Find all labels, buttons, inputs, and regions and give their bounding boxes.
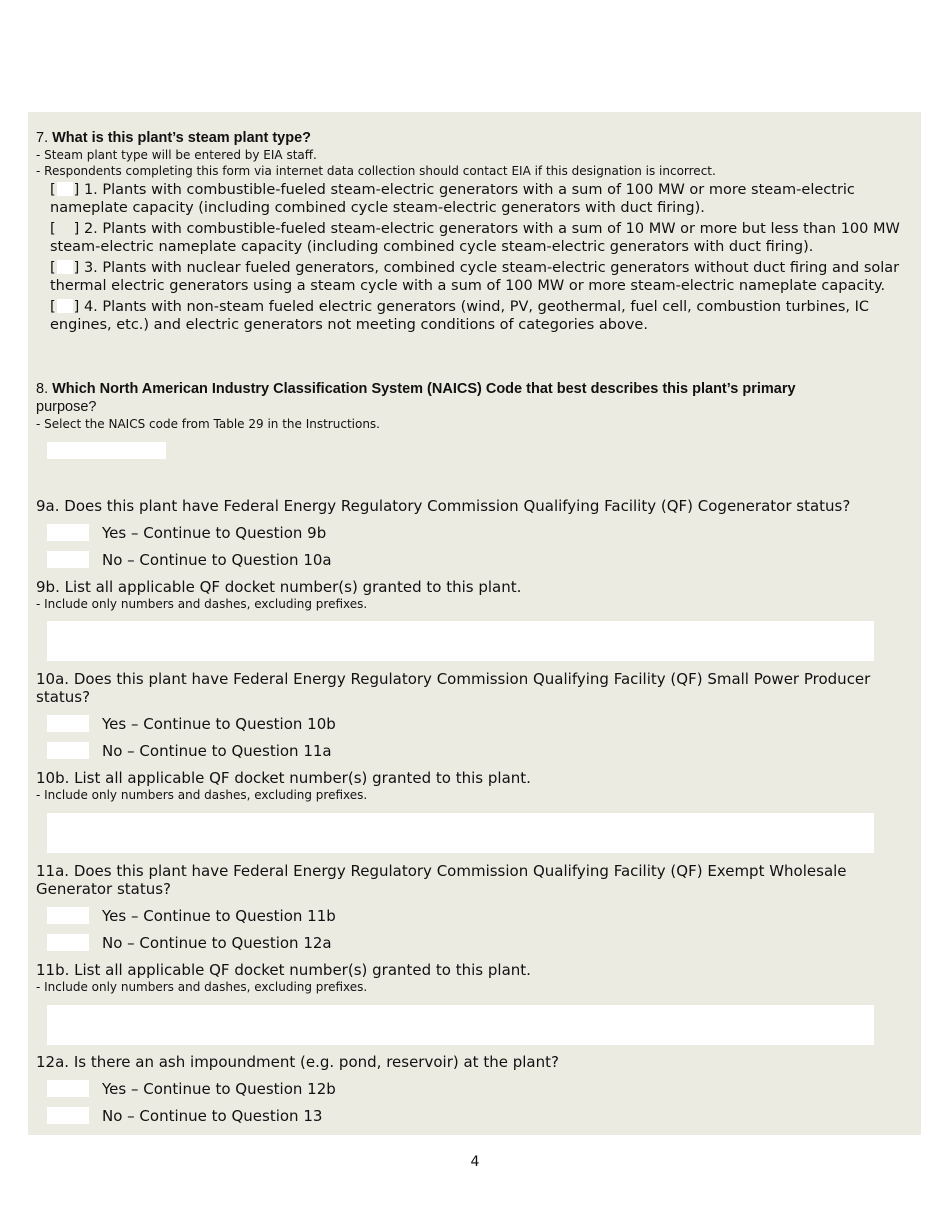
q10a-no-label: No – Continue to Question 11a xyxy=(102,742,332,760)
q8-number: 8. xyxy=(36,381,49,397)
q7-number: 7. xyxy=(36,130,49,146)
q7-option-2-checkbox[interactable] xyxy=(57,221,73,235)
q9b-docket-input[interactable] xyxy=(47,621,874,661)
q7-note-1: - Steam plant type will be entered by EIA staff. xyxy=(36,148,317,162)
q8-title: Which North American Industry Classification System (NAICS) Code that best describes this plant’s primary xyxy=(52,381,796,397)
q10a-yes-checkbox[interactable] xyxy=(47,715,89,732)
q7-option-1: [ ] 1. Plants with combustible-fueled steam-electric generators with a sum of 100 MW or more steam-electric nameplate capacity (including combined cycle steam-electric generators with duct firing). xyxy=(50,182,855,216)
naics-code-input[interactable] xyxy=(47,442,166,459)
q11a-yes-checkbox[interactable] xyxy=(47,907,89,924)
q11a-title: 11a. Does this plant have Federal Energy Regulatory Commission Qualifying Facility (QF) Exempt Wholesale Generator status? xyxy=(36,862,847,898)
q7-option-4-checkbox[interactable] xyxy=(57,299,73,313)
q7-heading xyxy=(36,129,914,179)
q7-option-3-label: 3. Plants with nuclear fueled generators, combined cycle steam-electric generators without duct firing and solar thermal electric generators using a steam cycle with a sum of 100 MW or more steam-electric nameplate capacity. xyxy=(50,260,900,294)
q7-option-4-label: 4. Plants with non-steam fueled electric generators (wind, PV, geothermal, fuel cell, combustion turbines, IC engines, etc.) and electric generators not meeting conditions of categories above. xyxy=(50,299,870,333)
q11b-docket-input[interactable] xyxy=(47,1005,874,1045)
q12a-no-label: No – Continue to Question 13 xyxy=(102,1107,323,1125)
q12a-no-checkbox[interactable] xyxy=(47,1107,89,1124)
q10b-note: - Include only numbers and dashes, excluding prefixes. xyxy=(36,788,368,802)
q9a-yes-label: Yes – Continue to Question 9b xyxy=(102,524,327,542)
q10b-title: 10b. List all applicable QF docket number(s) granted to this plant. xyxy=(36,769,531,787)
q12a-yes-checkbox[interactable] xyxy=(47,1080,89,1097)
q7-option-3: [ ] 3. Plants with nuclear fueled generators, combined cycle steam-electric generators without duct firing and solar thermal electric generators using a steam cycle with a sum of 100 MW or more steam-electric nameplate capacity. xyxy=(50,260,900,294)
q10a-no-checkbox[interactable] xyxy=(47,742,89,759)
q7-option-2: [ ] 2. Plants with combustible-fueled steam-electric generators with a sum of 10 MW or more but less than 100 MW steam-electric nameplate capacity (including combined cycle steam-electric generators with duct firing). xyxy=(50,221,900,255)
q9b-title: 9b. List all applicable QF docket number(s) granted to this plant. xyxy=(36,578,522,596)
q9a-title: 9a. Does this plant have Federal Energy Regulatory Commission Qualifying Facility (QF) Cogenerator status? xyxy=(36,497,851,515)
q12a-title: 12a. Is there an ash impoundment (e.g. pond, reservoir) at the plant? xyxy=(36,1053,559,1071)
q7-option-1-checkbox[interactable] xyxy=(57,182,73,196)
q7-title-line xyxy=(36,129,914,147)
q11a-no-checkbox[interactable] xyxy=(47,934,89,951)
q11a-no-label: No – Continue to Question 12a xyxy=(102,934,332,952)
q7-option-1-label: 1. Plants with combustible-fueled steam-electric generators with a sum of 100 MW or more steam-electric nameplate capacity (including combined cycle steam-electric generators with duct firing). xyxy=(50,182,855,216)
q9a-no-label: No – Continue to Question 10a xyxy=(102,551,332,569)
q7-option-3-checkbox[interactable] xyxy=(57,260,73,274)
q10b-docket-input[interactable] xyxy=(47,813,874,853)
q11b-note: - Include only numbers and dashes, excluding prefixes. xyxy=(36,980,368,994)
q10a-title: 10a. Does this plant have Federal Energy Regulatory Commission Qualifying Facility (QF) Small Power Producer status? xyxy=(36,670,871,706)
q7-note-2: - Respondents completing this form via internet data collection should contact EIA if this designation is incorrect. xyxy=(36,164,716,178)
q9a-no-checkbox[interactable] xyxy=(47,551,89,568)
q11a-yes-label: Yes – Continue to Question 11b xyxy=(102,907,336,925)
q7-title: What is this plant’s steam plant type? xyxy=(52,130,312,146)
q7-option-4: [ ] 4. Plants with non-steam fueled electric generators (wind, PV, geothermal, fuel cell, combustion turbines, IC engines, etc.) and electric generators not meeting conditions of categories above. xyxy=(50,299,870,333)
q10a-yes-label: Yes – Continue to Question 10b xyxy=(102,715,336,733)
q9b-note: - Include only numbers and dashes, excluding prefixes. xyxy=(36,597,368,611)
q12a-yes-label: Yes – Continue to Question 12b xyxy=(102,1080,336,1098)
q11b-heading xyxy=(36,961,914,995)
q9a-yes-checkbox[interactable] xyxy=(47,524,89,541)
q8-title-line xyxy=(36,380,914,398)
page-number: 4 xyxy=(470,1154,480,1170)
q8-note: - Select the NAICS code from Table 29 in the Instructions. xyxy=(36,417,380,431)
q7-option-2-label: 2. Plants with combustible-fueled steam-electric generators with a sum of 10 MW or more but less than 100 MW steam-electric nameplate capacity (including combined cycle steam-electric generators with duct firing). xyxy=(50,221,900,255)
q9b-heading xyxy=(36,578,914,612)
q8-heading xyxy=(36,380,914,432)
q8-title-rest: purpose? xyxy=(36,399,97,415)
q10b-heading xyxy=(36,769,914,803)
q11b-title: 11b. List all applicable QF docket number(s) granted to this plant. xyxy=(36,961,531,979)
